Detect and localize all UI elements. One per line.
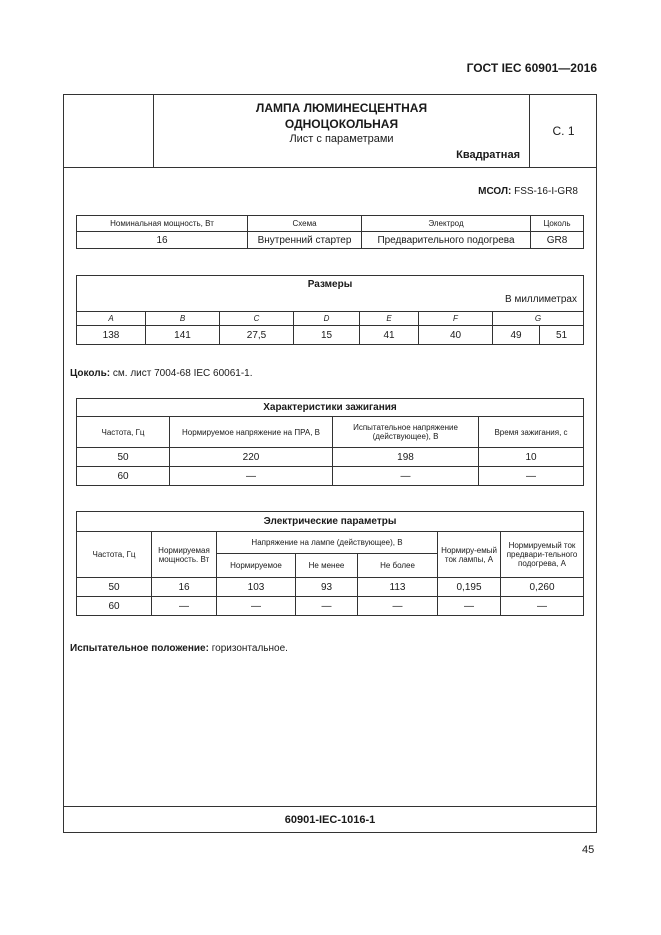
table-cell: — <box>296 597 358 616</box>
table-cell: 113 <box>358 578 438 597</box>
title-line-2: ОДНОЦОКОЛЬНАЯ <box>284 117 399 131</box>
table-cell: 50 <box>77 578 152 597</box>
cap-note-text: см. лист 7004-68 IEC 60061-1. <box>112 368 253 379</box>
table-cell: GR8 <box>531 232 584 249</box>
test-note-text: горизонтальное. <box>211 643 288 654</box>
electrical-table <box>76 511 584 616</box>
dim-value: 49 <box>493 326 540 345</box>
table-header: Нормируемое напряжение на ПРА, В <box>170 417 333 448</box>
table-cell: — <box>152 597 217 616</box>
table-cell: 60 <box>77 467 170 486</box>
table-cell: 16 <box>77 232 248 249</box>
table-cell: 60 <box>77 597 152 616</box>
dim-header: F <box>419 312 493 326</box>
table-cell: — <box>479 467 584 486</box>
ignition-title-row <box>77 399 584 417</box>
dimensions-unit: В миллиметрах <box>505 294 577 305</box>
msol-line <box>478 186 578 197</box>
table-header: Цоколь <box>531 216 584 232</box>
test-position-note <box>70 643 288 654</box>
standard-code: ГОСТ IEC 60901—2016 <box>466 61 597 75</box>
dim-value: 138 <box>77 326 146 345</box>
ignition-header-row <box>77 417 584 448</box>
table-header: Нормиру-емый ток лампы, А <box>438 532 501 578</box>
sheet-subtitle: Лист с параметрами <box>289 133 394 145</box>
table-row <box>77 597 584 616</box>
dimensions-title-row <box>77 276 584 312</box>
dimensions-title-cell <box>77 276 584 312</box>
table-cell: 16 <box>152 578 217 597</box>
table-header: Номинальная мощность, Вт <box>77 216 248 232</box>
table-row <box>77 232 584 249</box>
table-row <box>77 467 584 486</box>
cap-note <box>70 368 253 379</box>
dim-header: D <box>294 312 360 326</box>
msol-label: МСОЛ: <box>478 186 512 197</box>
dim-header: A <box>77 312 146 326</box>
header-blank-cell <box>64 95 154 167</box>
dim-value: 51 <box>540 326 584 345</box>
ignition-title: Характеристики зажигания <box>77 399 584 417</box>
table-header: Частота, Гц <box>77 417 170 448</box>
table-cell: 50 <box>77 448 170 467</box>
table-cell: 0,260 <box>501 578 584 597</box>
table-header: Нормируемый ток предвари-тельного подогрева, А <box>501 532 584 578</box>
table-cell: — <box>501 597 584 616</box>
table-cell: 220 <box>170 448 333 467</box>
title-line-1: ЛАМПА ЛЮМИНЕСЦЕНТНАЯ <box>255 101 428 115</box>
electrical-title-row <box>77 512 584 532</box>
dim-header: E <box>360 312 419 326</box>
table-cell: Внутренний стартер <box>248 232 362 249</box>
sheet-footer-code: 60901-IEC-1016-1 <box>64 806 596 833</box>
dimensions-values-row <box>77 326 584 345</box>
msol-value: FSS-16-I-GR8 <box>514 186 578 197</box>
dim-header: B <box>146 312 220 326</box>
page-ref: С. 1 <box>529 95 597 167</box>
dimensions-header-row <box>77 312 584 326</box>
table-header: Нормируемое <box>217 554 296 578</box>
lamp-shape: Квадратная <box>456 149 520 161</box>
data-sheet-frame <box>63 94 597 833</box>
table-cell: — <box>333 467 479 486</box>
general-table <box>76 215 584 249</box>
table-row <box>77 448 584 467</box>
table-cell: 0,195 <box>438 578 501 597</box>
test-note-label: Испытательное положение: <box>70 643 209 654</box>
dim-value: 141 <box>146 326 220 345</box>
table-cell: — <box>217 597 296 616</box>
table-header: Частота, Гц <box>77 532 152 578</box>
table-cell: — <box>170 467 333 486</box>
page-number: 45 <box>582 844 595 856</box>
dim-header: C <box>220 312 294 326</box>
table-header: Не более <box>358 554 438 578</box>
table-cell: 93 <box>296 578 358 597</box>
dimensions-table <box>76 275 584 345</box>
table-header: Напряжение на лампе (действующее), В <box>217 532 438 554</box>
dim-value: 41 <box>360 326 419 345</box>
electrical-header-row <box>77 532 584 554</box>
dimensions-title: Размеры <box>307 279 353 290</box>
table-header: Электрод <box>362 216 531 232</box>
dim-value: 27,5 <box>220 326 294 345</box>
table-header: Не менее <box>296 554 358 578</box>
table-row <box>77 578 584 597</box>
electrical-title: Электрические параметры <box>77 512 584 532</box>
table-header: Нормируемая мощность. Вт <box>152 532 217 578</box>
table-cell: 10 <box>479 448 584 467</box>
table-header: Испытательное напряжение (действующее), В <box>333 417 479 448</box>
dim-header: G <box>493 312 584 326</box>
sheet-header <box>64 95 596 168</box>
table-cell: 103 <box>217 578 296 597</box>
ignition-table <box>76 398 584 486</box>
table-cell: — <box>358 597 438 616</box>
table-header: Схема <box>248 216 362 232</box>
table-header-row <box>77 216 584 232</box>
table-cell: Предварительного подогрева <box>362 232 531 249</box>
table-cell: 198 <box>333 448 479 467</box>
cap-note-label: Цоколь: <box>70 368 111 379</box>
table-header: Время зажигания, с <box>479 417 584 448</box>
table-cell: — <box>438 597 501 616</box>
dim-value: 15 <box>294 326 360 345</box>
dim-value: 40 <box>419 326 493 345</box>
